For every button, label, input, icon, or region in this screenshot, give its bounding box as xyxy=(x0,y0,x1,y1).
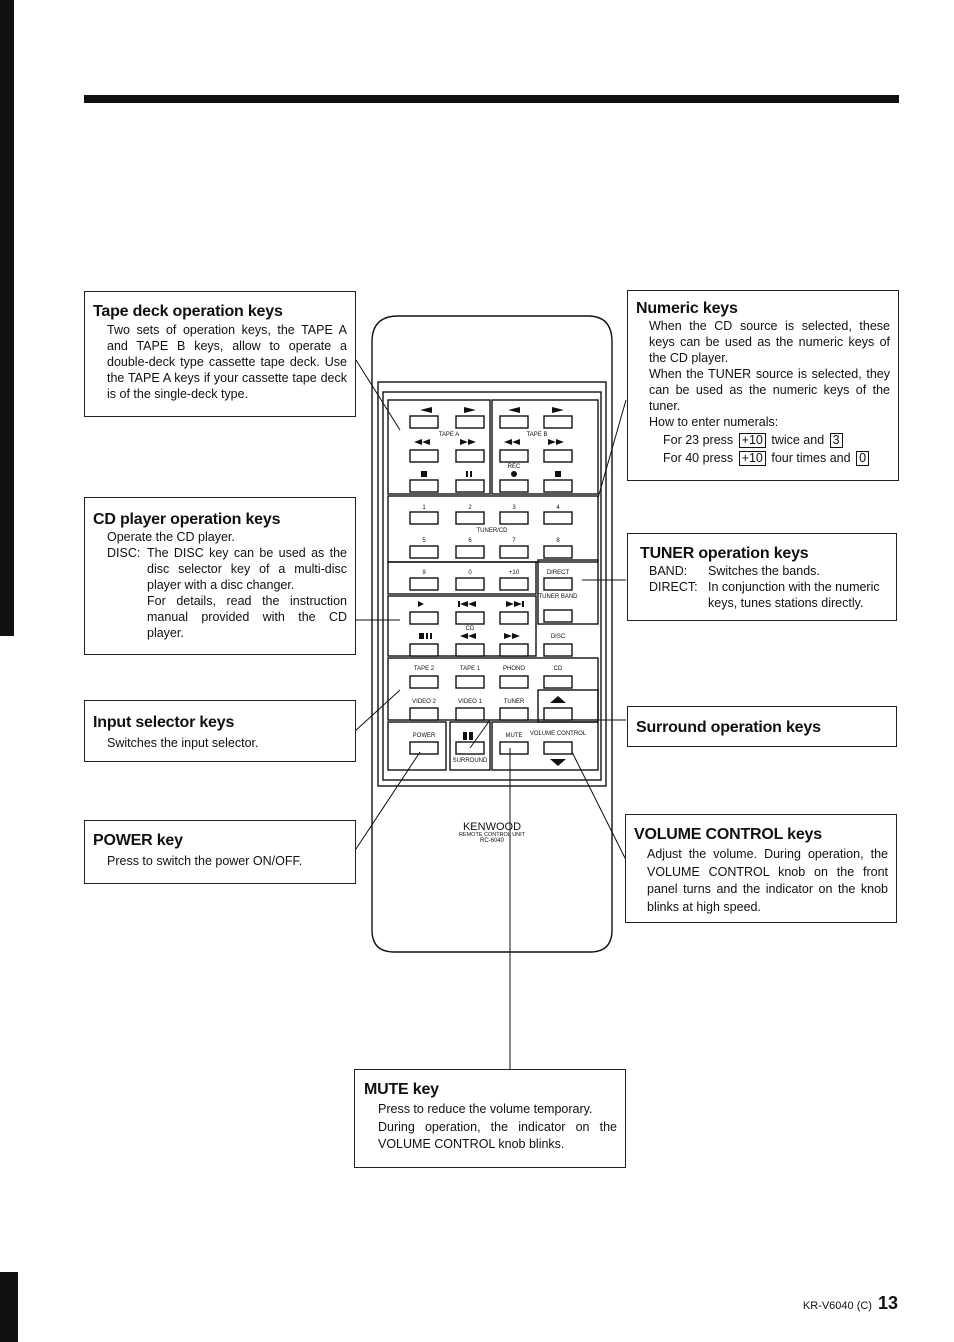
remote-label-direct: DIRECT xyxy=(546,570,570,576)
tuner-direct-label: DIRECT: xyxy=(649,580,698,594)
remote-label-tuner: TUNER xyxy=(503,699,525,705)
input-selector-keys-callout xyxy=(84,700,356,762)
cd-disc-label: DISC: xyxy=(107,546,141,560)
remote-label-video2: VIDEO 2 xyxy=(412,699,436,705)
numeric-example-text: For 40 press xyxy=(663,451,734,465)
page-number: 13 xyxy=(877,1293,898,1313)
tape-deck-keys-title: Tape deck operation keys xyxy=(93,303,283,320)
footer-model: KR-V6040 (C) xyxy=(802,1300,872,1312)
remote-label-num6: 6 xyxy=(468,538,472,544)
volume-control-keys-title: VOLUME CONTROL keys xyxy=(634,826,822,843)
numeric-keys-callout xyxy=(627,290,899,481)
cd-player-keys-title: CD player operation keys xyxy=(93,511,281,528)
power-key-text: Press to switch the power ON/OFF. xyxy=(107,854,303,868)
remote-label-tape-b: TAPE B xyxy=(526,432,548,438)
remote-label-mute: MUTE xyxy=(505,733,523,739)
remote-label-num8: 8 xyxy=(556,538,560,544)
remote-label-surround: SURROUND xyxy=(452,758,488,764)
remote-label-num9: 9 xyxy=(422,570,426,576)
numeric-example-23 xyxy=(663,432,890,448)
remote-label-num1: 1 xyxy=(422,505,426,511)
remote-label-cd: CD xyxy=(465,626,475,632)
remote-label-num4: 4 xyxy=(556,505,560,511)
remote-label-tuner-cd: TUNER/CD xyxy=(476,528,508,534)
mute-key-text2: During operation, the indicator on the VOLUME CONTROL knob blinks. xyxy=(378,1119,617,1151)
power-key-title: POWER key xyxy=(93,832,183,849)
power-key-callout xyxy=(84,820,356,884)
remote-label-video1: VIDEO 1 xyxy=(458,699,482,705)
tape-deck-keys-callout xyxy=(84,291,356,417)
input-selector-keys-text: Switches the input selector. xyxy=(107,736,259,750)
remote-label-rec: REC xyxy=(507,464,521,470)
surround-keys-title: Surround operation keys xyxy=(636,719,821,736)
numeric-example-text: four times and xyxy=(771,451,851,465)
tuner-band-text: Switches the bands. xyxy=(708,564,820,578)
tuner-keys-title: TUNER operation keys xyxy=(640,545,809,562)
key-3-symbol: 3 xyxy=(830,433,843,448)
volume-control-keys-callout xyxy=(625,814,897,923)
numeric-example-text: For 23 press xyxy=(663,433,734,447)
remote-label-tape-a: TAPE A xyxy=(438,432,460,438)
remote-label-phono: PHONO xyxy=(502,666,526,672)
tuner-keys-callout xyxy=(627,533,897,621)
cd-player-keys-callout xyxy=(84,497,356,655)
remote-label-num3: 3 xyxy=(512,505,516,511)
numeric-example-40 xyxy=(663,450,890,466)
cd-disc-text2: For details, read the instruction manual provided with the CD player. xyxy=(147,594,347,640)
key-plus10-symbol: +10 xyxy=(739,433,766,448)
page-footer xyxy=(803,1293,898,1314)
remote-label-tape1: TAPE 1 xyxy=(459,666,481,672)
mute-key-callout xyxy=(354,1069,626,1168)
tuner-band-label: BAND: xyxy=(649,564,688,578)
remote-label-power: POWER xyxy=(412,733,436,739)
key-0-symbol: 0 xyxy=(856,451,869,466)
tuner-direct-text: In conjunction with the numeric keys, tunes stations directly. xyxy=(708,580,880,610)
remote-brand: KENWOOD xyxy=(462,821,522,833)
remote-label-num0: 0 xyxy=(468,570,472,576)
remote-label-num2: 2 xyxy=(468,505,472,511)
remote-label-cd-input: CD xyxy=(553,666,563,672)
mute-key-title: MUTE key xyxy=(364,1081,439,1098)
remote-label-tuner-band: TUNER BAND xyxy=(538,594,578,600)
tape-deck-keys-text: Two sets of operation keys, the TAPE A and TAPE B keys, allow to operate a double-deck type cassette tape deck. Use the TAPE A keys if your cassette tape deck is of the single-deck type. xyxy=(107,323,347,401)
surround-keys-callout xyxy=(627,706,897,747)
remote-label-volume-control: VOLUME CONTROL xyxy=(529,731,587,737)
input-selector-keys-title: Input selector keys xyxy=(93,714,235,731)
numeric-keys-how: How to enter numerals: xyxy=(649,415,779,429)
numeric-keys-text1: When the CD source is selected, these keys can be used as the numeric keys of the CD player. xyxy=(649,319,890,365)
remote-label-tape2: TAPE 2 xyxy=(413,666,435,672)
mute-key-text1: Press to reduce the volume temporary. xyxy=(378,1102,593,1116)
remote-label-plus10: +10 xyxy=(508,570,520,576)
numeric-keys-title: Numeric keys xyxy=(636,300,738,317)
cd-player-keys-line1: Operate the CD player. xyxy=(107,530,235,544)
cd-disc-text: The DISC key can be used as the disc selector key of a multi-disc player with a disc changer. xyxy=(147,546,347,592)
remote-label-disc: DISC xyxy=(550,634,566,640)
remote-label-num7: 7 xyxy=(512,538,516,544)
remote-model: RC-6040 xyxy=(479,838,505,844)
key-plus10-symbol: +10 xyxy=(739,451,766,466)
numeric-example-text: twice and xyxy=(771,433,825,447)
volume-control-keys-text: Adjust the volume. During operation, the VOLUME CONTROL knob on the front panel turns and the indicator on the knob blinks at high speed. xyxy=(647,847,888,914)
remote-unit-label: REMOTE CONTROL UNIT xyxy=(458,832,526,838)
numeric-keys-text2: When the TUNER source is selected, they can be used as the numeric keys of the tuner. xyxy=(649,367,890,413)
remote-label-num5: 5 xyxy=(422,538,426,544)
